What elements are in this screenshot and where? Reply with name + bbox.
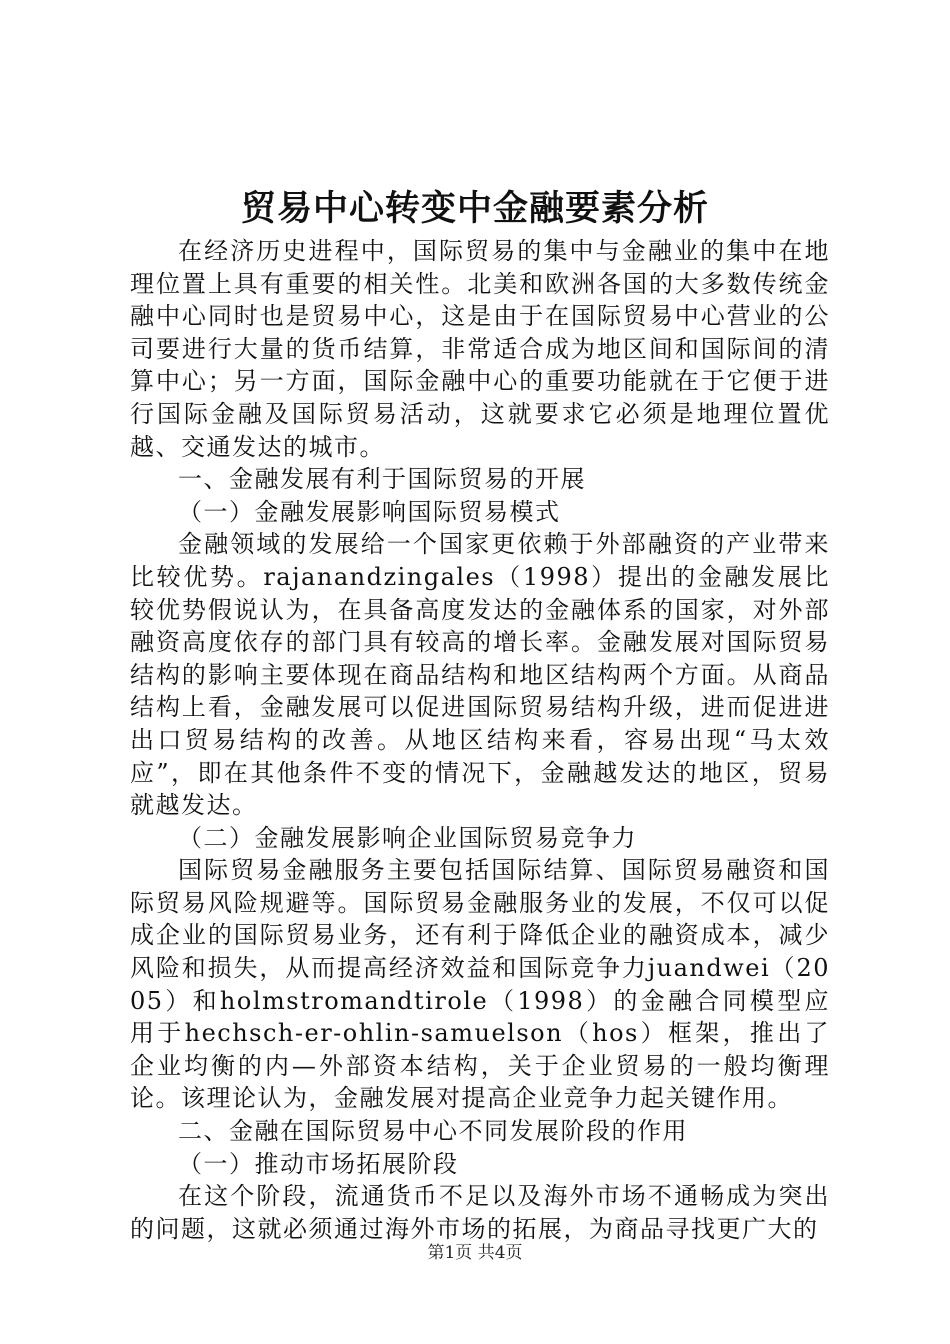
- document-body: [130, 235, 830, 1245]
- body-paragraph: 国际贸易金融服务主要包括国际结算、国际贸易融资和国际贸易风险规避等。国际贸易金融服务业的发展，不仅可以促成企业的国际贸易业务，还有利于降低企业的融资成本，减少风险和损失，从而提高经济效益和国际竞争力juandwei（2005）和holmstromandtirole（1998）的金融合同模型应用于hechsch-er-ohlin-samuelson（hos）框架，推出了企业均衡的内—外部资本结构，关于企业贸易的一般均衡理论。该理论认为，金融发展对提高企业竞争力起关键作用。: [130, 856, 830, 1113]
- intro-paragraph: 在经济历史进程中，国际贸易的集中与金融业的集中在地理位置上具有重要的相关性。北美和欧洲各国的大多数传统金融中心同时也是贸易中心，这是由于在国际贸易中心营业的公司要进行大量的货币结算，非常适合成为地区间和国际间的清算中心；另一方面，国际金融中心的重要功能就在于它便于进行国际金融及国际贸易活动，这就要求它必须是地理位置优越、交通发达的城市。: [130, 237, 830, 461]
- body-paragraph: 在这个阶段，流通货币不足以及海外市场不通畅成为突出的问题，这就必须通过海外市场的拓展，为商品寻找更广大的: [130, 1182, 830, 1243]
- page-footer: 第1页 共4页: [427, 1243, 523, 1263]
- subsection-heading-2-1: （一）推动市场拓展阶段: [178, 1149, 459, 1178]
- document-title: 贸易中心转变中金融要素分析: [240, 188, 709, 229]
- subsection-heading-1-2: （二）金融发展影响企业国际贸易竞争力: [178, 823, 637, 852]
- section-heading-1: 一、金融发展有利于国际贸易的开展: [178, 465, 586, 494]
- body-paragraph: 金融领域的发展给一个国家更依赖于外部融资的产业带来比较优势。rajanandzingales（1998）提出的金融发展比较优势假说认为，在具备高度发达的金融体系的国家，对外部融资高度依存的部门具有较高的增长率。金融发展对国际贸易结构的影响主要体现在商品结构和地区结构两个方面。从商品结构上看，金融发展可以促进国际贸易结构升级，进而促进进出口贸易结构的改善。从地区结构来看，容易出现“马太效应”，即在其他条件不变的情况下，金融越发达的地区，贸易就越发达。: [130, 530, 830, 820]
- section-heading-2: 二、金融在国际贸易中心不同发展阶段的作用: [178, 1117, 688, 1146]
- subsection-heading-1-1: （一）金融发展影响国际贸易模式: [178, 497, 561, 526]
